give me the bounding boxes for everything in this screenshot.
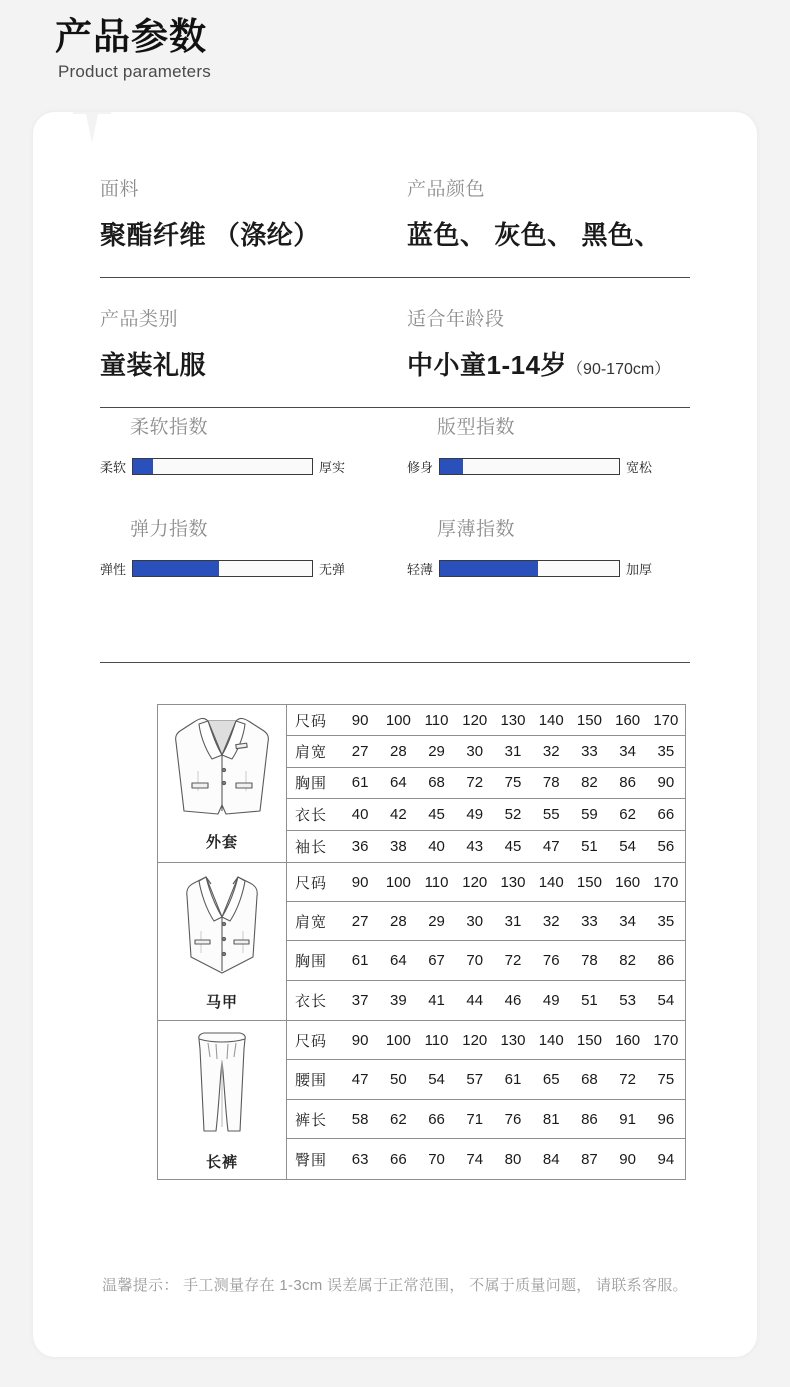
table-row bbox=[287, 981, 685, 1020]
table-cell: 68 bbox=[428, 774, 445, 792]
measurement-note: 温馨提示： 手工测量存在 1-3cm 误差属于正常范围， 不属于质量问题， 请联系客服。 bbox=[102, 1277, 688, 1294]
table-cell: 35 bbox=[657, 743, 675, 761]
table-cell: 61 bbox=[504, 1071, 522, 1089]
table-row bbox=[287, 705, 685, 736]
table-cell: 91 bbox=[619, 1110, 636, 1128]
table-cell: 34 bbox=[619, 912, 636, 930]
parameter-cell-category bbox=[100, 304, 395, 382]
table-cell: 40 bbox=[351, 805, 369, 823]
table-cell: 90 bbox=[351, 873, 369, 891]
table-cell: 61 bbox=[351, 951, 369, 969]
table-cell: 160 bbox=[615, 1031, 641, 1049]
table-cell: 59 bbox=[581, 805, 598, 823]
table-cell: 150 bbox=[576, 873, 602, 891]
table-cell: 75 bbox=[504, 774, 522, 792]
table-cell: 50 bbox=[389, 1071, 407, 1089]
index-cell-fit bbox=[395, 412, 690, 476]
parameter-value: 童装礼服 bbox=[100, 350, 207, 380]
table-cell: 49 bbox=[466, 805, 484, 823]
table-row bbox=[287, 736, 685, 767]
table-cell: 46 bbox=[504, 991, 522, 1009]
index-cell-softness bbox=[100, 412, 395, 476]
table-cell: 86 bbox=[581, 1110, 598, 1128]
index-grid bbox=[100, 412, 690, 578]
table-cell: 47 bbox=[542, 837, 560, 855]
table-cell: 82 bbox=[619, 951, 636, 969]
table-cell: 120 bbox=[462, 711, 488, 729]
table-cell: 62 bbox=[619, 805, 636, 823]
table-cell: 68 bbox=[581, 1071, 598, 1089]
table-cell: 170 bbox=[653, 711, 679, 729]
table-cell: 33 bbox=[581, 743, 598, 761]
table-cell: 96 bbox=[657, 1110, 675, 1128]
table-cell: 120 bbox=[462, 1031, 488, 1049]
size-tables bbox=[157, 704, 686, 1179]
index-row bbox=[100, 514, 690, 578]
table-cell: 65 bbox=[542, 1071, 560, 1089]
table-cell: 140 bbox=[538, 1031, 564, 1049]
parameter-label: 产品类别 bbox=[100, 309, 179, 330]
table-cell: 57 bbox=[466, 1071, 484, 1089]
table-cell: 32 bbox=[542, 912, 560, 930]
table-cell: 37 bbox=[351, 991, 369, 1009]
parameters-card bbox=[33, 112, 757, 1357]
table-cell: 170 bbox=[653, 1031, 679, 1049]
table-cell: 30 bbox=[466, 912, 484, 930]
index-bar-fill bbox=[440, 561, 538, 576]
table-cell: 130 bbox=[500, 1031, 526, 1049]
index-bar-line bbox=[407, 559, 690, 578]
table-row bbox=[287, 1021, 685, 1061]
garment-label: 外套 bbox=[205, 834, 238, 851]
index-bar-track bbox=[439, 560, 620, 577]
table-cell: 41 bbox=[428, 991, 445, 1009]
table-cell: 45 bbox=[504, 837, 522, 855]
table-cell: 140 bbox=[538, 711, 564, 729]
table-cell: 66 bbox=[657, 805, 675, 823]
table-cell: 54 bbox=[657, 991, 675, 1009]
index-bar-fill bbox=[440, 459, 463, 474]
table-cell: 27 bbox=[351, 912, 369, 930]
table-cell: 80 bbox=[504, 1150, 522, 1168]
table-cell: 66 bbox=[389, 1150, 407, 1168]
parameter-label: 适合年龄段 bbox=[407, 309, 505, 330]
table-cell: 34 bbox=[619, 743, 636, 761]
index-caption-right: 加厚 bbox=[626, 562, 653, 577]
table-cell: 76 bbox=[504, 1110, 522, 1128]
garment-label: 马甲 bbox=[205, 993, 238, 1011]
table-cell: 76 bbox=[542, 951, 560, 969]
table-row bbox=[287, 941, 685, 980]
table-cell: 86 bbox=[619, 774, 636, 792]
table-cell: 64 bbox=[389, 774, 407, 792]
row-header: 肩宽 bbox=[295, 913, 328, 931]
table-cell: 71 bbox=[466, 1110, 484, 1128]
page-subtitle: Product parameters bbox=[58, 62, 211, 82]
parameter-value-main: 中小童1-14岁 bbox=[407, 350, 568, 380]
table-cell: 74 bbox=[466, 1150, 484, 1168]
table-row bbox=[287, 1100, 685, 1140]
row-header: 衣长 bbox=[295, 992, 328, 1010]
index-bar-line bbox=[100, 559, 395, 578]
table-cell: 81 bbox=[542, 1110, 560, 1128]
table-cell: 35 bbox=[657, 912, 675, 930]
table-cell: 54 bbox=[428, 1071, 445, 1089]
table-cell: 62 bbox=[389, 1110, 407, 1128]
table-cell: 63 bbox=[351, 1150, 369, 1168]
index-title: 弹力指数 bbox=[130, 519, 209, 540]
table-cell: 72 bbox=[504, 951, 522, 969]
parameter-cell-fabric bbox=[100, 174, 395, 252]
table-cell: 67 bbox=[428, 951, 445, 969]
table-cell: 75 bbox=[657, 1071, 675, 1089]
table-cell: 31 bbox=[504, 743, 522, 761]
table-cell: 160 bbox=[615, 711, 641, 729]
index-title: 厚薄指数 bbox=[437, 519, 516, 540]
index-bar-fill bbox=[133, 459, 153, 474]
parameter-cell-color bbox=[395, 174, 690, 252]
row-header: 臀围 bbox=[295, 1151, 328, 1169]
table-cell: 66 bbox=[428, 1110, 445, 1128]
table-cell: 49 bbox=[542, 991, 560, 1009]
garment-illustration-cell bbox=[158, 1021, 287, 1179]
garment-label: 长裤 bbox=[205, 1153, 238, 1171]
size-table-trousers bbox=[157, 1020, 686, 1180]
table-cell: 120 bbox=[462, 873, 488, 891]
row-header: 腰围 bbox=[295, 1072, 328, 1090]
parameter-value: 聚酯纤维 （涤纶） bbox=[100, 220, 320, 250]
table-cell: 90 bbox=[657, 774, 675, 792]
table-cell: 150 bbox=[576, 1031, 602, 1049]
page-title: 产品参数 bbox=[55, 16, 207, 57]
table-cell: 130 bbox=[500, 873, 526, 891]
table-cell: 100 bbox=[385, 1031, 411, 1049]
page-header bbox=[55, 14, 211, 82]
index-title: 版型指数 bbox=[437, 417, 516, 438]
suit-jacket-icon bbox=[168, 711, 276, 829]
parameter-cell-age-range bbox=[395, 304, 690, 382]
table-cell: 110 bbox=[424, 711, 449, 729]
table-cell: 28 bbox=[389, 743, 407, 761]
parameter-value bbox=[407, 345, 690, 382]
spacer bbox=[100, 476, 690, 514]
size-grid bbox=[287, 1021, 685, 1179]
table-cell: 33 bbox=[581, 912, 598, 930]
table-cell: 54 bbox=[619, 837, 636, 855]
row-header: 尺码 bbox=[295, 1032, 328, 1050]
table-cell: 90 bbox=[619, 1150, 636, 1168]
table-cell: 94 bbox=[657, 1150, 675, 1168]
table-cell: 31 bbox=[504, 912, 522, 930]
table-cell: 32 bbox=[542, 743, 560, 761]
table-cell: 29 bbox=[428, 743, 445, 761]
index-cell-elasticity bbox=[100, 514, 395, 578]
table-cell: 40 bbox=[428, 837, 445, 855]
table-row bbox=[287, 1139, 685, 1179]
table-cell: 70 bbox=[428, 1150, 445, 1168]
table-cell: 56 bbox=[657, 837, 675, 855]
table-cell: 45 bbox=[428, 805, 445, 823]
parameter-divider bbox=[100, 407, 690, 408]
index-caption-left: 柔软 bbox=[100, 460, 127, 475]
table-row bbox=[287, 831, 685, 862]
table-cell: 61 bbox=[351, 774, 369, 792]
table-cell: 160 bbox=[615, 873, 641, 891]
table-cell: 52 bbox=[504, 805, 522, 823]
table-row bbox=[287, 799, 685, 830]
index-caption-right: 无弹 bbox=[319, 562, 346, 577]
table-cell: 100 bbox=[385, 873, 411, 891]
table-cell: 47 bbox=[351, 1071, 369, 1089]
table-row bbox=[287, 1060, 685, 1100]
table-cell: 36 bbox=[351, 837, 369, 855]
index-caption-left: 轻薄 bbox=[407, 562, 434, 577]
table-cell: 84 bbox=[542, 1150, 560, 1168]
table-cell: 110 bbox=[424, 1031, 449, 1049]
parameter-label: 面料 bbox=[100, 179, 140, 200]
table-cell: 100 bbox=[385, 711, 411, 729]
size-grid bbox=[287, 863, 685, 1020]
row-header: 肩宽 bbox=[295, 744, 328, 762]
spacer bbox=[100, 278, 690, 304]
table-cell: 130 bbox=[500, 711, 526, 729]
table-cell: 110 bbox=[424, 873, 449, 891]
parameter-value: 蓝色、 灰色、 黑色、 bbox=[407, 220, 661, 250]
table-cell: 82 bbox=[581, 774, 598, 792]
index-title: 柔软指数 bbox=[130, 417, 209, 438]
table-cell: 27 bbox=[351, 743, 369, 761]
size-table-vest bbox=[157, 862, 686, 1021]
table-row bbox=[287, 768, 685, 799]
row-header: 尺码 bbox=[295, 874, 328, 892]
table-cell: 170 bbox=[653, 873, 679, 891]
index-caption-left: 修身 bbox=[407, 460, 434, 475]
table-cell: 29 bbox=[428, 912, 445, 930]
table-row bbox=[287, 863, 685, 902]
table-cell: 150 bbox=[576, 711, 602, 729]
table-cell: 55 bbox=[542, 805, 560, 823]
index-bar-track bbox=[132, 458, 313, 475]
parameter-grid bbox=[100, 174, 690, 408]
index-caption-left: 弹性 bbox=[100, 562, 127, 577]
table-cell: 30 bbox=[466, 743, 484, 761]
table-cell: 78 bbox=[581, 951, 598, 969]
table-cell: 87 bbox=[581, 1150, 598, 1168]
parameter-value-sub: （90-170cm） bbox=[567, 361, 671, 378]
table-cell: 44 bbox=[466, 991, 484, 1009]
index-caption-right: 厚实 bbox=[319, 460, 346, 475]
table-cell: 38 bbox=[389, 837, 407, 855]
row-header: 尺码 bbox=[295, 712, 328, 730]
index-bar-fill bbox=[133, 561, 219, 576]
table-cell: 42 bbox=[389, 805, 407, 823]
table-cell: 72 bbox=[466, 774, 484, 792]
table-cell: 78 bbox=[542, 774, 560, 792]
garment-illustration-cell bbox=[158, 705, 287, 862]
table-cell: 28 bbox=[389, 912, 407, 930]
card-notch-icon bbox=[73, 112, 111, 144]
index-bar-line bbox=[407, 457, 690, 476]
index-caption-right: 宽松 bbox=[626, 460, 653, 475]
parameter-label: 产品颜色 bbox=[407, 179, 486, 200]
trousers-icon bbox=[168, 1027, 276, 1149]
garment-illustration-cell bbox=[158, 863, 287, 1020]
size-grid bbox=[287, 705, 685, 862]
section-divider bbox=[100, 662, 690, 663]
table-cell: 43 bbox=[466, 837, 484, 855]
vest-icon bbox=[168, 869, 276, 989]
table-cell: 90 bbox=[351, 1031, 369, 1049]
row-header: 胸围 bbox=[295, 775, 328, 793]
index-bar-line bbox=[100, 457, 395, 476]
row-header: 袖长 bbox=[295, 838, 328, 856]
table-cell: 140 bbox=[538, 873, 564, 891]
row-header: 裤长 bbox=[295, 1111, 328, 1129]
table-cell: 39 bbox=[389, 991, 407, 1009]
table-cell: 51 bbox=[581, 991, 598, 1009]
table-cell: 70 bbox=[466, 951, 484, 969]
parameter-row bbox=[100, 304, 690, 382]
table-cell: 90 bbox=[351, 711, 369, 729]
table-cell: 58 bbox=[351, 1110, 369, 1128]
row-header: 胸围 bbox=[295, 952, 328, 970]
index-bar-track bbox=[132, 560, 313, 577]
index-cell-thickness bbox=[395, 514, 690, 578]
table-row bbox=[287, 902, 685, 941]
row-header: 衣长 bbox=[295, 806, 328, 824]
parameter-row bbox=[100, 174, 690, 252]
table-cell: 72 bbox=[619, 1071, 636, 1089]
table-cell: 53 bbox=[619, 991, 636, 1009]
table-cell: 86 bbox=[657, 951, 675, 969]
table-cell: 51 bbox=[581, 837, 598, 855]
index-row bbox=[100, 412, 690, 476]
index-bar-track bbox=[439, 458, 620, 475]
table-cell: 64 bbox=[389, 951, 407, 969]
size-table-jacket bbox=[157, 704, 686, 863]
